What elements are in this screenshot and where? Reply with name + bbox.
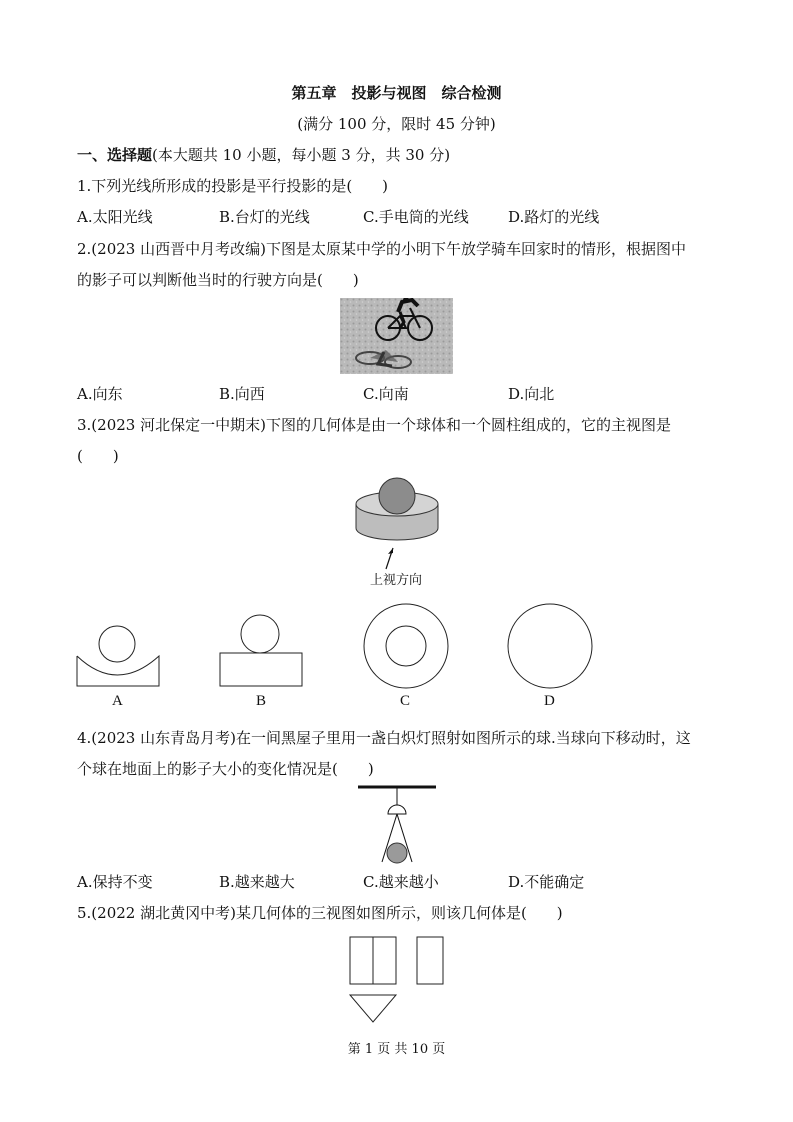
q4-option-b: B.越来越大 — [219, 873, 295, 891]
question-2-stem-line1: 2.(2023 山西晋中月考改编)下图是太原某中学的小明下午放学骑车回家时的情形，根据图中 — [77, 240, 686, 258]
lamp-ball-figure — [356, 784, 438, 866]
q3-option-b-figure — [218, 610, 304, 688]
question-4-stem-line2: 个球在地面上的影子大小的变化情况是( ) — [77, 760, 374, 778]
q4-option-d: D.不能确定 — [508, 873, 585, 891]
q1-option-b: B.台灯的光线 — [219, 208, 310, 226]
q1-option-a: A.太阳光线 — [77, 208, 153, 226]
page-title: 第五章 投影与视图 综合检测 — [291, 84, 502, 102]
section-heading — [77, 145, 450, 165]
q4-option-a: A.保持不变 — [77, 873, 153, 891]
cyclist-photo — [340, 298, 453, 374]
question-3-stem-line1: 3.(2023 河北保定一中期末)下图的几何体是由一个球体和一个圆柱组成的，它的主视图是 — [77, 416, 671, 434]
q3-label-b: B — [256, 693, 267, 709]
page-subtitle: (满分 100 分，限时 45 分钟) — [297, 115, 496, 133]
q2-option-d: D.向北 — [508, 385, 555, 403]
q1-option-c: C.手电筒的光线 — [363, 208, 469, 226]
q2-option-a: A.向东 — [77, 385, 123, 403]
q3-option-c-figure — [361, 601, 451, 691]
page-footer: 第 1 页 共 10 页 — [347, 1042, 446, 1057]
q2-option-c: C.向南 — [363, 385, 409, 403]
section-heading-label: 一、选择题 — [77, 146, 153, 164]
q1-option-d: D.路灯的光线 — [508, 208, 600, 226]
question-4-stem-line1: 4.(2023 山东青岛月考)在一间黑屋子里用一盏白炽灯照射如图所示的球.当球向下移动时，这 — [77, 729, 691, 747]
q3-option-d-figure — [505, 601, 595, 691]
question-2-stem-line2: 的影子可以判断他当时的行驶方向是( ) — [77, 271, 359, 289]
q3-option-a-figure — [75, 620, 161, 688]
q2-option-b: B.向西 — [219, 385, 265, 403]
q4-option-c: C.越来越小 — [363, 873, 439, 891]
section-heading-note: (本大题共 10 小题，每小题 3 分，共 30 分) — [152, 146, 451, 164]
question-1-stem: 1.下列光线所形成的投影是平行投影的是( ) — [77, 177, 389, 195]
q3-label-a: A — [112, 693, 123, 709]
q3-label-c: C — [400, 693, 411, 709]
q3-label-d: D — [544, 693, 555, 709]
sphere-cylinder-figure — [350, 470, 445, 570]
question-3-stem-line2: ( ) — [77, 447, 119, 465]
view-direction-caption: 上视方向 — [370, 573, 423, 588]
three-view-figure — [348, 935, 448, 1025]
question-5-stem: 5.(2022 湖北黄冈中考)某几何体的三视图如图所示，则该几何体是( ) — [77, 904, 563, 922]
